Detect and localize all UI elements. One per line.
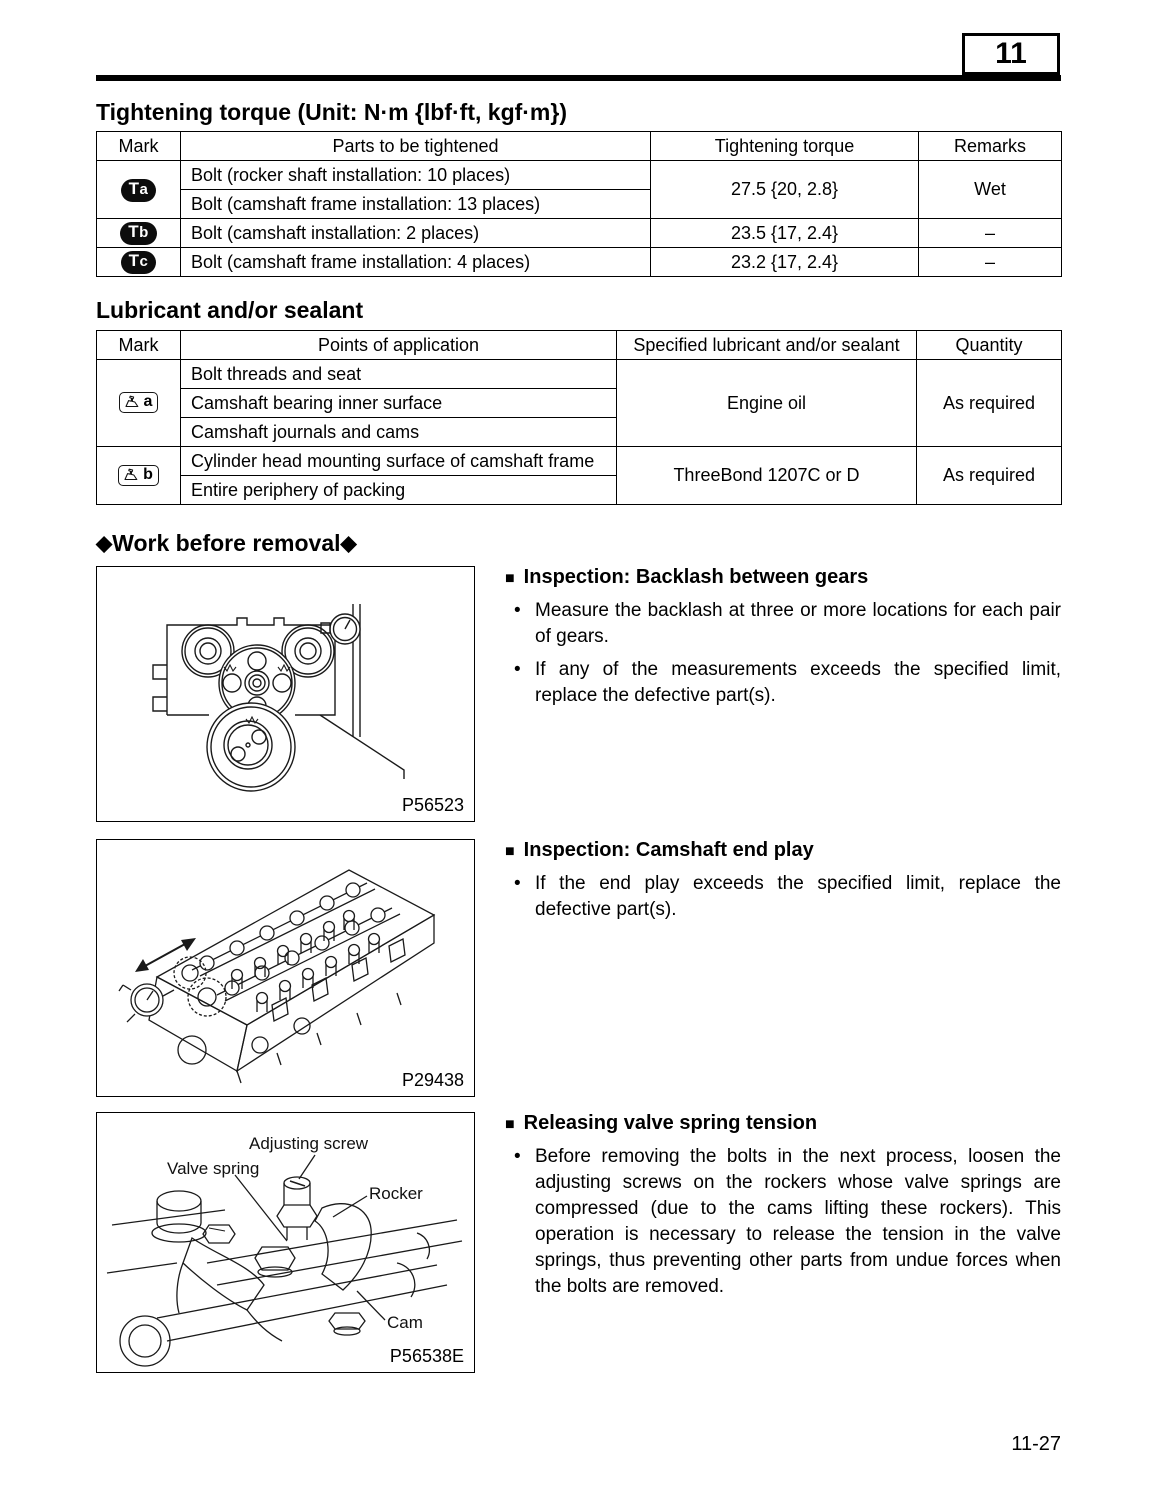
adjusting-screw-label: Adjusting screw: [249, 1134, 369, 1153]
top-rule: [96, 75, 1061, 81]
quantity-cell: As required: [917, 447, 1062, 505]
heading-text: Inspection: Camshaft end play: [523, 839, 814, 861]
gear-train-drawing: [97, 567, 473, 820]
mark-cell-a: [97, 360, 181, 447]
torque-section-title: Tightening torque (Unit: N·m {lbf·ft, kgf·m}): [96, 99, 567, 125]
lubricant-cell: Engine oil: [617, 360, 917, 447]
remarks-cell: Wet: [919, 161, 1062, 219]
bullet-icon: •: [514, 873, 521, 894]
torque-mark-ta-badge: [121, 179, 157, 202]
valve-spring-text: [505, 1112, 1061, 1307]
torque-value-cell: 23.5 {17, 2.4}: [651, 219, 919, 248]
table-row: [97, 248, 1062, 277]
lubricant-mark-b-badge: [118, 465, 159, 486]
square-bullet-icon: ■: [505, 1116, 515, 1133]
work-block-valve-spring: [96, 1112, 1061, 1373]
figure-code: P29438: [398, 1070, 464, 1091]
page-number: 11-27: [1011, 1433, 1061, 1455]
point-cell: Camshaft bearing inner surface: [181, 389, 617, 418]
part-cell: Bolt (rocker shaft installation: 10 places): [181, 161, 651, 190]
square-bullet-icon: ■: [505, 843, 515, 860]
part-cell: Bolt (camshaft installation: 2 places): [181, 219, 651, 248]
mark-sub-letter: b: [139, 224, 149, 241]
work-block-backlash: [96, 566, 1061, 822]
quantity-cell: As required: [917, 360, 1062, 447]
lubricant-mark-a-badge: [119, 392, 159, 413]
lubricant-cell: ThreeBond 1207C or D: [617, 447, 917, 505]
lub-col-quantity: Quantity: [917, 331, 1062, 360]
heading-text: Inspection: Backlash between gears: [523, 566, 869, 588]
endplay-heading: [505, 839, 1061, 862]
list-item: [505, 871, 1061, 923]
lubricant-section-title: Lubricant and/or sealant: [96, 297, 364, 323]
work-before-removal-title: [96, 530, 357, 557]
lubricant-table-header-row: [97, 331, 1062, 360]
torque-value-cell: 27.5 {20, 2.8}: [651, 161, 919, 219]
table-row: [97, 360, 1062, 389]
oil-can-icon: [123, 468, 139, 482]
torque-col-remarks: Remarks: [919, 132, 1062, 161]
bullet-icon: •: [514, 659, 521, 680]
chapter-number: 11: [995, 37, 1027, 70]
figure-code: P56538E: [386, 1346, 464, 1367]
endplay-text: [505, 839, 1061, 930]
torque-col-mark: Mark: [97, 132, 181, 161]
table-row: [97, 161, 1062, 190]
figure-gear-backlash: [96, 566, 475, 822]
bullet-text: Before removing the bolts in the next process, loosen the adjusting screws on the rockers whose valve springs are compressed (due to the cams lifting these rockers). This operation is necessary to release the tension in the valve springs, thus preventing other parts from undue forces when the bolts are removed.: [535, 1146, 1061, 1297]
lub-col-points: Points of application: [181, 331, 617, 360]
torque-col-torque: Tightening torque: [651, 132, 919, 161]
bullet-icon: •: [514, 1146, 521, 1167]
mark-letter: T: [128, 251, 140, 270]
figure-camshaft-endplay: [96, 839, 475, 1097]
torque-mark-tc-badge: [121, 251, 157, 274]
mark-cell-ta: [97, 161, 181, 219]
bullet-text: If the end play exceeds the specified limit, replace the defective part(s).: [535, 873, 1061, 920]
figure-code: P56523: [398, 795, 464, 816]
work-title-text: Work before removal: [112, 530, 341, 556]
torque-table-header-row: [97, 132, 1062, 161]
mark-letter: T: [128, 178, 140, 198]
point-cell: Cylinder head mounting surface of camshaft frame: [181, 447, 617, 476]
torque-mark-tb-badge: [120, 222, 157, 245]
mark-letter: b: [143, 465, 153, 483]
rocker-label: Rocker: [369, 1184, 423, 1203]
table-row: [97, 447, 1062, 476]
mark-letter: a: [143, 393, 153, 410]
chapter-tab-box: [962, 33, 1060, 75]
torque-col-parts: Parts to be tightened: [181, 132, 651, 161]
mark-cell-tb: [97, 219, 181, 248]
diamond-icon: ◆: [96, 532, 113, 555]
diamond-icon: ◆: [340, 532, 357, 555]
remarks-cell: –: [919, 219, 1062, 248]
mark-letter: T: [128, 222, 140, 241]
work-block-endplay: [96, 839, 1061, 1097]
bullet-text: Measure the backlash at three or more locations for each pair of gears.: [535, 600, 1061, 647]
mark-cell-tc: [97, 248, 181, 277]
lub-col-mark: Mark: [97, 331, 181, 360]
valve-spring-label: Valve spring: [167, 1159, 260, 1178]
mark-sub-letter: c: [139, 253, 149, 270]
backlash-text: [505, 566, 1061, 716]
torque-table: [96, 131, 1062, 277]
cylinder-head-drawing: [97, 840, 473, 1095]
list-item: [505, 598, 1061, 650]
point-cell: Entire periphery of packing: [181, 476, 617, 505]
square-bullet-icon: ■: [505, 570, 515, 587]
torque-value-cell: 23.2 {17, 2.4}: [651, 248, 919, 277]
lubricant-table: [96, 330, 1062, 505]
backlash-heading: [505, 566, 1061, 589]
list-item: [505, 657, 1061, 709]
part-cell: Bolt (camshaft frame installation: 13 places): [181, 190, 651, 219]
point-cell: Camshaft journals and cams: [181, 418, 617, 447]
bullet-text: If any of the measurements exceeds the specified limit, replace the defective part(s).: [535, 659, 1061, 706]
mark-sub-letter: a: [139, 180, 149, 198]
bullet-icon: •: [514, 600, 521, 621]
valve-spring-heading: [505, 1112, 1061, 1135]
lub-col-lubricant: Specified lubricant and/or sealant: [617, 331, 917, 360]
list-item: [505, 1144, 1061, 1300]
heading-text: Releasing valve spring tension: [523, 1112, 818, 1134]
remarks-cell: –: [919, 248, 1062, 277]
oil-can-icon: [124, 395, 140, 409]
figure-valve-spring: [96, 1112, 475, 1373]
part-cell: Bolt (camshaft frame installation: 4 places): [181, 248, 651, 277]
mark-cell-b: [97, 447, 181, 505]
cam-label: Cam: [387, 1313, 423, 1332]
point-cell: Bolt threads and seat: [181, 360, 617, 389]
table-row: [97, 219, 1062, 248]
